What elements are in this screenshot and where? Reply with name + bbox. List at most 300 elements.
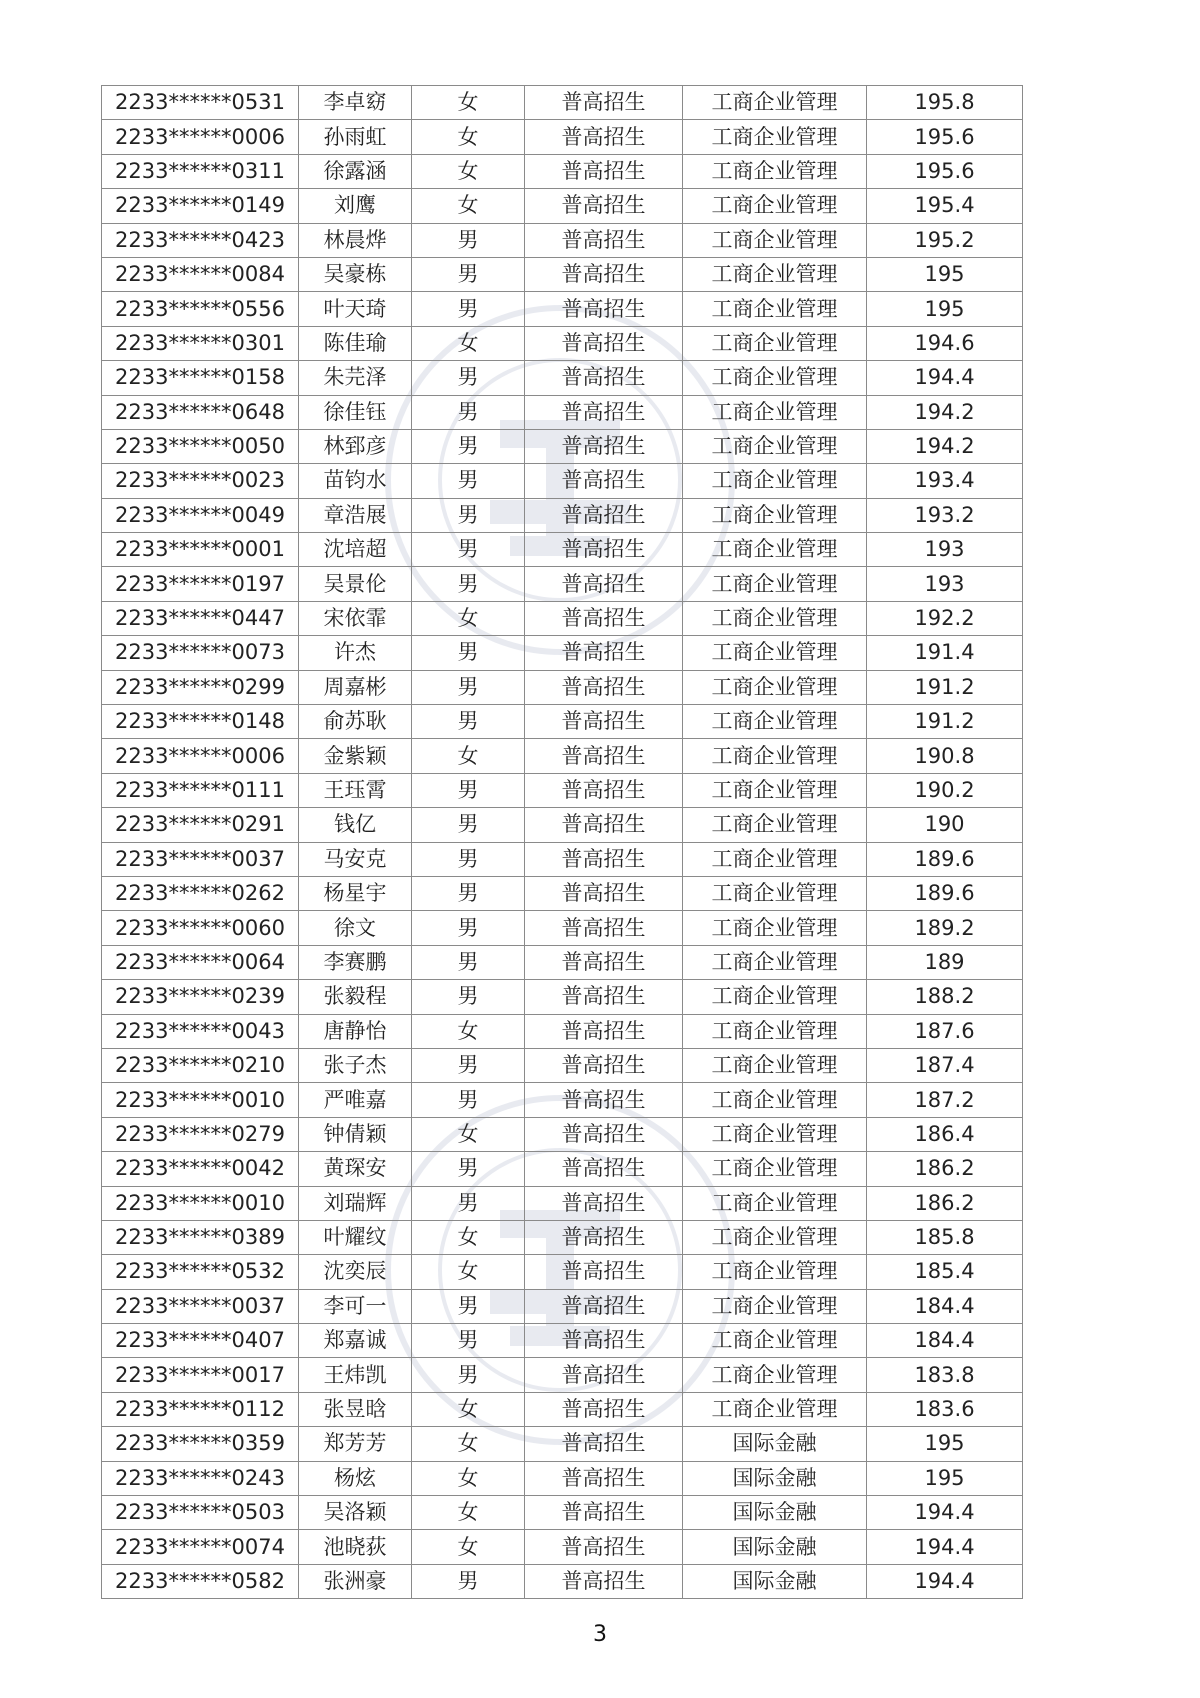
- gender-cell: 女: [412, 1530, 525, 1564]
- admission-type-cell: 普高招生: [525, 876, 683, 910]
- gender-cell: 男: [412, 1186, 525, 1220]
- gender-cell: 男: [412, 705, 525, 739]
- gender-cell: 男: [412, 567, 525, 601]
- major-cell: 国际金融: [683, 1564, 867, 1598]
- table-row: [102, 1220, 1023, 1254]
- major-cell: 工商企业管理: [683, 876, 867, 910]
- student-name-cell: 徐露涵: [299, 154, 412, 188]
- student-name-cell: 张子杰: [299, 1048, 412, 1082]
- student-name-cell: 钱亿: [299, 808, 412, 842]
- table-row: [102, 395, 1023, 429]
- major-cell: 工商企业管理: [683, 223, 867, 257]
- student-id-cell: 2233******0447: [102, 601, 299, 635]
- score-cell: 193.2: [867, 498, 1023, 532]
- score-cell: 187.2: [867, 1083, 1023, 1117]
- gender-cell: 男: [412, 876, 525, 910]
- table-row: [102, 1530, 1023, 1564]
- score-cell: 187.6: [867, 1014, 1023, 1048]
- table-row: [102, 1255, 1023, 1289]
- table-row: [102, 1186, 1023, 1220]
- student-id-cell: 2233******0531: [102, 86, 299, 120]
- admission-type-cell: 普高招生: [525, 1324, 683, 1358]
- student-id-cell: 2233******0049: [102, 498, 299, 532]
- score-cell: 189.6: [867, 876, 1023, 910]
- table-row: [102, 636, 1023, 670]
- admission-type-cell: 普高招生: [525, 154, 683, 188]
- score-cell: 195: [867, 257, 1023, 291]
- table-row: [102, 1358, 1023, 1392]
- score-cell: 194.4: [867, 1564, 1023, 1598]
- major-cell: 工商企业管理: [683, 154, 867, 188]
- student-name-cell: 池晓荻: [299, 1530, 412, 1564]
- student-id-cell: 2233******0243: [102, 1461, 299, 1495]
- student-name-cell: 吴洛颖: [299, 1496, 412, 1530]
- major-cell: 工商企业管理: [683, 636, 867, 670]
- table-row: [102, 705, 1023, 739]
- admission-type-cell: 普高招生: [525, 292, 683, 326]
- gender-cell: 男: [412, 945, 525, 979]
- table-row: [102, 189, 1023, 223]
- student-id-cell: 2233******0158: [102, 361, 299, 395]
- major-cell: 工商企业管理: [683, 86, 867, 120]
- student-name-cell: 郑嘉诚: [299, 1324, 412, 1358]
- major-cell: 国际金融: [683, 1427, 867, 1461]
- score-cell: 186.2: [867, 1186, 1023, 1220]
- score-cell: 184.4: [867, 1289, 1023, 1323]
- gender-cell: 女: [412, 120, 525, 154]
- student-id-cell: 2233******0037: [102, 842, 299, 876]
- admission-type-cell: 普高招生: [525, 1496, 683, 1530]
- student-name-cell: 宋依霏: [299, 601, 412, 635]
- gender-cell: 男: [412, 223, 525, 257]
- score-cell: 194.6: [867, 326, 1023, 360]
- major-cell: 工商企业管理: [683, 911, 867, 945]
- admission-type-cell: 普高招生: [525, 498, 683, 532]
- student-id-cell: 2233******0006: [102, 120, 299, 154]
- student-name-cell: 陈佳瑜: [299, 326, 412, 360]
- major-cell: 工商企业管理: [683, 189, 867, 223]
- student-name-cell: 钟倩颖: [299, 1117, 412, 1151]
- student-id-cell: 2233******0311: [102, 154, 299, 188]
- table-row: [102, 1392, 1023, 1426]
- table-row: [102, 1014, 1023, 1048]
- gender-cell: 男: [412, 257, 525, 291]
- student-id-cell: 2233******0279: [102, 1117, 299, 1151]
- table-row: [102, 1083, 1023, 1117]
- admission-type-cell: 普高招生: [525, 395, 683, 429]
- table-row: [102, 533, 1023, 567]
- student-name-cell: 张昱晗: [299, 1392, 412, 1426]
- student-name-cell: 林晨烨: [299, 223, 412, 257]
- student-name-cell: 黄琛安: [299, 1152, 412, 1186]
- student-name-cell: 唐静怡: [299, 1014, 412, 1048]
- gender-cell: 男: [412, 1324, 525, 1358]
- admission-type-cell: 普高招生: [525, 1461, 683, 1495]
- gender-cell: 男: [412, 498, 525, 532]
- student-name-cell: 沈奕辰: [299, 1255, 412, 1289]
- table-row: [102, 154, 1023, 188]
- gender-cell: 男: [412, 842, 525, 876]
- major-cell: 工商企业管理: [683, 464, 867, 498]
- score-cell: 185.8: [867, 1220, 1023, 1254]
- score-cell: 195.4: [867, 189, 1023, 223]
- score-cell: 191.2: [867, 670, 1023, 704]
- table-row: [102, 361, 1023, 395]
- score-cell: 183.6: [867, 1392, 1023, 1426]
- gender-cell: 男: [412, 292, 525, 326]
- major-cell: 工商企业管理: [683, 292, 867, 326]
- major-cell: 工商企业管理: [683, 533, 867, 567]
- gender-cell: 男: [412, 429, 525, 463]
- major-cell: 工商企业管理: [683, 1186, 867, 1220]
- student-id-cell: 2233******0532: [102, 1255, 299, 1289]
- gender-cell: 女: [412, 1496, 525, 1530]
- admission-type-cell: 普高招生: [525, 1186, 683, 1220]
- score-cell: 189.6: [867, 842, 1023, 876]
- admission-type-cell: 普高招生: [525, 1530, 683, 1564]
- major-cell: 工商企业管理: [683, 1324, 867, 1358]
- major-cell: 工商企业管理: [683, 980, 867, 1014]
- major-cell: 工商企业管理: [683, 670, 867, 704]
- major-cell: 工商企业管理: [683, 1048, 867, 1082]
- admission-type-cell: 普高招生: [525, 1358, 683, 1392]
- admission-type-cell: 普高招生: [525, 257, 683, 291]
- admission-type-cell: 普高招生: [525, 223, 683, 257]
- admission-type-cell: 普高招生: [525, 86, 683, 120]
- table-row: [102, 223, 1023, 257]
- score-cell: 194.2: [867, 429, 1023, 463]
- student-name-cell: 张洲豪: [299, 1564, 412, 1598]
- major-cell: 工商企业管理: [683, 1289, 867, 1323]
- table-row: [102, 1048, 1023, 1082]
- student-name-cell: 叶耀纹: [299, 1220, 412, 1254]
- score-cell: 193: [867, 533, 1023, 567]
- student-id-cell: 2233******0037: [102, 1289, 299, 1323]
- admission-type-cell: 普高招生: [525, 1392, 683, 1426]
- student-name-cell: 徐文: [299, 911, 412, 945]
- student-name-cell: 孙雨虹: [299, 120, 412, 154]
- student-name-cell: 郑芳芳: [299, 1427, 412, 1461]
- student-id-cell: 2233******0149: [102, 189, 299, 223]
- table-row: [102, 842, 1023, 876]
- gender-cell: 女: [412, 1427, 525, 1461]
- admission-type-cell: 普高招生: [525, 429, 683, 463]
- major-cell: 工商企业管理: [683, 1220, 867, 1254]
- table-row: [102, 670, 1023, 704]
- major-cell: 国际金融: [683, 1530, 867, 1564]
- gender-cell: 男: [412, 464, 525, 498]
- score-cell: 194.4: [867, 361, 1023, 395]
- gender-cell: 女: [412, 1461, 525, 1495]
- major-cell: 工商企业管理: [683, 601, 867, 635]
- table-row: [102, 1461, 1023, 1495]
- admission-type-cell: 普高招生: [525, 1014, 683, 1048]
- gender-cell: 男: [412, 911, 525, 945]
- gender-cell: 女: [412, 326, 525, 360]
- score-cell: 189: [867, 945, 1023, 979]
- table-row: [102, 464, 1023, 498]
- admission-type-cell: 普高招生: [525, 636, 683, 670]
- table-row: [102, 876, 1023, 910]
- student-name-cell: 王炜凯: [299, 1358, 412, 1392]
- table-row: [102, 911, 1023, 945]
- table-row: [102, 980, 1023, 1014]
- admission-type-cell: 普高招生: [525, 945, 683, 979]
- student-name-cell: 刘瑞辉: [299, 1186, 412, 1220]
- gender-cell: 女: [412, 1014, 525, 1048]
- score-cell: 194.2: [867, 395, 1023, 429]
- gender-cell: 男: [412, 636, 525, 670]
- major-cell: 工商企业管理: [683, 567, 867, 601]
- admission-type-cell: 普高招生: [525, 120, 683, 154]
- table-row: [102, 567, 1023, 601]
- table-row: [102, 1152, 1023, 1186]
- gender-cell: 男: [412, 773, 525, 807]
- student-id-cell: 2233******0239: [102, 980, 299, 1014]
- table-row: [102, 601, 1023, 635]
- score-cell: 195.6: [867, 120, 1023, 154]
- major-cell: 工商企业管理: [683, 808, 867, 842]
- student-id-cell: 2233******0389: [102, 1220, 299, 1254]
- student-id-cell: 2233******0301: [102, 326, 299, 360]
- admission-type-cell: 普高招生: [525, 567, 683, 601]
- student-name-cell: 李卓窈: [299, 86, 412, 120]
- gender-cell: 男: [412, 361, 525, 395]
- student-name-cell: 刘鹰: [299, 189, 412, 223]
- score-cell: 195.2: [867, 223, 1023, 257]
- score-cell: 190: [867, 808, 1023, 842]
- table-row: [102, 808, 1023, 842]
- admission-type-cell: 普高招生: [525, 533, 683, 567]
- admission-type-cell: 普高招生: [525, 601, 683, 635]
- admission-table-body: [102, 86, 1023, 1599]
- student-id-cell: 2233******0006: [102, 739, 299, 773]
- student-id-cell: 2233******0001: [102, 533, 299, 567]
- student-id-cell: 2233******0112: [102, 1392, 299, 1426]
- score-cell: 193.4: [867, 464, 1023, 498]
- table-row: [102, 1324, 1023, 1358]
- score-cell: 186.2: [867, 1152, 1023, 1186]
- admission-type-cell: 普高招生: [525, 1220, 683, 1254]
- major-cell: 工商企业管理: [683, 842, 867, 876]
- student-id-cell: 2233******0197: [102, 567, 299, 601]
- student-id-cell: 2233******0423: [102, 223, 299, 257]
- gender-cell: 男: [412, 1048, 525, 1082]
- admission-type-cell: 普高招生: [525, 326, 683, 360]
- gender-cell: 男: [412, 533, 525, 567]
- gender-cell: 女: [412, 154, 525, 188]
- gender-cell: 男: [412, 808, 525, 842]
- score-cell: 195.8: [867, 86, 1023, 120]
- score-cell: 194.4: [867, 1530, 1023, 1564]
- admission-type-cell: 普高招生: [525, 361, 683, 395]
- admission-type-cell: 普高招生: [525, 773, 683, 807]
- student-id-cell: 2233******0262: [102, 876, 299, 910]
- major-cell: 国际金融: [683, 1461, 867, 1495]
- student-name-cell: 李赛鹏: [299, 945, 412, 979]
- admission-type-cell: 普高招生: [525, 670, 683, 704]
- score-cell: 188.2: [867, 980, 1023, 1014]
- gender-cell: 女: [412, 1220, 525, 1254]
- major-cell: 工商企业管理: [683, 1117, 867, 1151]
- admission-type-cell: 普高招生: [525, 464, 683, 498]
- student-id-cell: 2233******0503: [102, 1496, 299, 1530]
- score-cell: 186.4: [867, 1117, 1023, 1151]
- gender-cell: 男: [412, 1358, 525, 1392]
- score-cell: 193: [867, 567, 1023, 601]
- table-row: [102, 120, 1023, 154]
- student-name-cell: 李可一: [299, 1289, 412, 1323]
- admission-type-cell: 普高招生: [525, 1289, 683, 1323]
- student-name-cell: 苗钧水: [299, 464, 412, 498]
- score-cell: 187.4: [867, 1048, 1023, 1082]
- student-name-cell: 林郅彦: [299, 429, 412, 463]
- admission-type-cell: 普高招生: [525, 189, 683, 223]
- gender-cell: 男: [412, 670, 525, 704]
- gender-cell: 女: [412, 1392, 525, 1426]
- student-id-cell: 2233******0073: [102, 636, 299, 670]
- table-row: [102, 1564, 1023, 1598]
- table-row: [102, 1427, 1023, 1461]
- student-id-cell: 2233******0359: [102, 1427, 299, 1461]
- student-id-cell: 2233******0407: [102, 1324, 299, 1358]
- gender-cell: 男: [412, 1564, 525, 1598]
- table-row: [102, 1289, 1023, 1323]
- student-id-cell: 2233******0023: [102, 464, 299, 498]
- student-id-cell: 2233******0148: [102, 705, 299, 739]
- admission-type-cell: 普高招生: [525, 1564, 683, 1598]
- admission-type-cell: 普高招生: [525, 911, 683, 945]
- student-id-cell: 2233******0042: [102, 1152, 299, 1186]
- score-cell: 195: [867, 1461, 1023, 1495]
- student-name-cell: 严唯嘉: [299, 1083, 412, 1117]
- admission-table: [101, 85, 1023, 1599]
- major-cell: 工商企业管理: [683, 1014, 867, 1048]
- table-row: [102, 292, 1023, 326]
- major-cell: 工商企业管理: [683, 120, 867, 154]
- table-row: [102, 945, 1023, 979]
- student-id-cell: 2233******0210: [102, 1048, 299, 1082]
- major-cell: 工商企业管理: [683, 429, 867, 463]
- gender-cell: 男: [412, 1289, 525, 1323]
- gender-cell: 男: [412, 980, 525, 1014]
- major-cell: 工商企业管理: [683, 1083, 867, 1117]
- student-id-cell: 2233******0043: [102, 1014, 299, 1048]
- score-cell: 191.4: [867, 636, 1023, 670]
- admission-type-cell: 普高招生: [525, 980, 683, 1014]
- gender-cell: 女: [412, 86, 525, 120]
- table-row: [102, 498, 1023, 532]
- table-row: [102, 257, 1023, 291]
- major-cell: 工商企业管理: [683, 1392, 867, 1426]
- student-name-cell: 朱芫泽: [299, 361, 412, 395]
- admission-type-cell: 普高招生: [525, 1427, 683, 1461]
- student-id-cell: 2233******0060: [102, 911, 299, 945]
- admission-type-cell: 普高招生: [525, 1083, 683, 1117]
- score-cell: 191.2: [867, 705, 1023, 739]
- student-name-cell: 杨炫: [299, 1461, 412, 1495]
- major-cell: 工商企业管理: [683, 361, 867, 395]
- student-id-cell: 2233******0010: [102, 1186, 299, 1220]
- student-id-cell: 2233******0064: [102, 945, 299, 979]
- gender-cell: 女: [412, 601, 525, 635]
- student-id-cell: 2233******0017: [102, 1358, 299, 1392]
- table-row: [102, 86, 1023, 120]
- score-cell: 195.6: [867, 154, 1023, 188]
- major-cell: 工商企业管理: [683, 257, 867, 291]
- admission-type-cell: 普高招生: [525, 1152, 683, 1186]
- table-row: [102, 326, 1023, 360]
- student-id-cell: 2233******0556: [102, 292, 299, 326]
- student-id-cell: 2233******0582: [102, 1564, 299, 1598]
- major-cell: 工商企业管理: [683, 739, 867, 773]
- student-name-cell: 金紫颖: [299, 739, 412, 773]
- gender-cell: 女: [412, 1117, 525, 1151]
- gender-cell: 男: [412, 1152, 525, 1186]
- gender-cell: 女: [412, 739, 525, 773]
- table-row: [102, 429, 1023, 463]
- student-name-cell: 许杰: [299, 636, 412, 670]
- score-cell: 190.8: [867, 739, 1023, 773]
- major-cell: 工商企业管理: [683, 705, 867, 739]
- admission-type-cell: 普高招生: [525, 705, 683, 739]
- student-id-cell: 2233******0074: [102, 1530, 299, 1564]
- score-cell: 195: [867, 1427, 1023, 1461]
- major-cell: 工商企业管理: [683, 1255, 867, 1289]
- student-name-cell: 吴景伦: [299, 567, 412, 601]
- score-cell: 189.2: [867, 911, 1023, 945]
- student-name-cell: 徐佳钰: [299, 395, 412, 429]
- major-cell: 工商企业管理: [683, 326, 867, 360]
- student-id-cell: 2233******0299: [102, 670, 299, 704]
- score-cell: 184.4: [867, 1324, 1023, 1358]
- major-cell: 工商企业管理: [683, 395, 867, 429]
- student-id-cell: 2233******0648: [102, 395, 299, 429]
- major-cell: 工商企业管理: [683, 1358, 867, 1392]
- student-name-cell: 王珏霄: [299, 773, 412, 807]
- major-cell: 工商企业管理: [683, 773, 867, 807]
- major-cell: 国际金融: [683, 1496, 867, 1530]
- student-name-cell: 吴豪栋: [299, 257, 412, 291]
- student-id-cell: 2233******0084: [102, 257, 299, 291]
- admission-type-cell: 普高招生: [525, 1117, 683, 1151]
- admission-type-cell: 普高招生: [525, 842, 683, 876]
- student-name-cell: 章浩展: [299, 498, 412, 532]
- student-id-cell: 2233******0291: [102, 808, 299, 842]
- student-name-cell: 张毅程: [299, 980, 412, 1014]
- major-cell: 工商企业管理: [683, 1152, 867, 1186]
- score-cell: 194.4: [867, 1496, 1023, 1530]
- gender-cell: 女: [412, 1255, 525, 1289]
- score-cell: 185.4: [867, 1255, 1023, 1289]
- student-id-cell: 2233******0050: [102, 429, 299, 463]
- page-number: 3: [593, 1622, 607, 1647]
- score-cell: 183.8: [867, 1358, 1023, 1392]
- student-name-cell: 叶天琦: [299, 292, 412, 326]
- student-id-cell: 2233******0010: [102, 1083, 299, 1117]
- table-row: [102, 1117, 1023, 1151]
- student-id-cell: 2233******0111: [102, 773, 299, 807]
- gender-cell: 男: [412, 1083, 525, 1117]
- table-row: [102, 773, 1023, 807]
- score-cell: 195: [867, 292, 1023, 326]
- student-name-cell: 周嘉彬: [299, 670, 412, 704]
- student-name-cell: 杨星宇: [299, 876, 412, 910]
- student-name-cell: 俞苏耿: [299, 705, 412, 739]
- student-name-cell: 沈培超: [299, 533, 412, 567]
- major-cell: 工商企业管理: [683, 945, 867, 979]
- table-row: [102, 1496, 1023, 1530]
